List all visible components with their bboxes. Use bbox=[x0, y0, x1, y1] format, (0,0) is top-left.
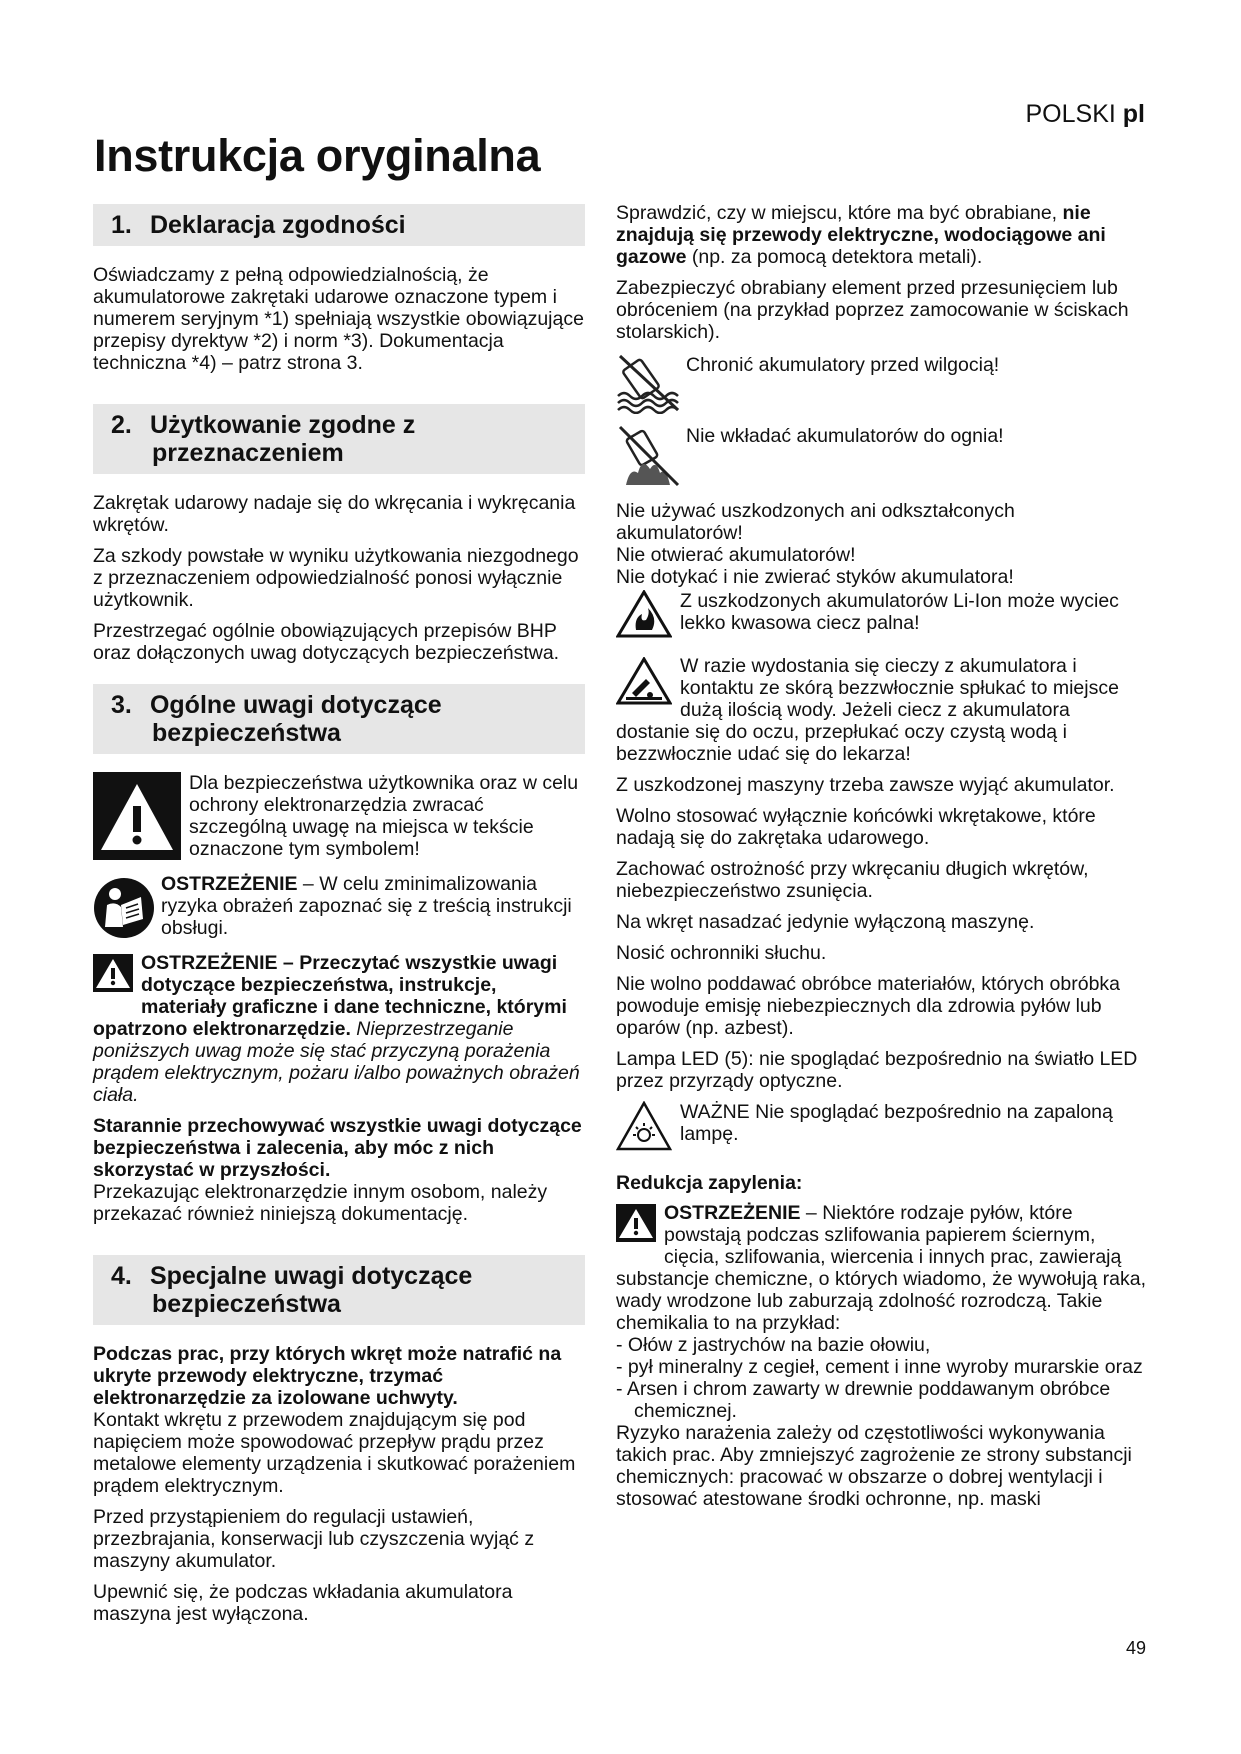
damaged-battery-note-1: Nie używać uszkodzonych ani odkształconych akumulatorów! bbox=[616, 500, 1015, 544]
read-manual-bold: OSTRZEŻENIE bbox=[161, 873, 298, 895]
keep-instructions bbox=[93, 1115, 585, 1225]
check-pre-text: Sprawdzić, czy w miejscu, które ma być obrabiane, bbox=[616, 202, 1063, 224]
page-number: 49 bbox=[1125, 1638, 1146, 1658]
important-led-text: WAŻNE Nie spoglądać bezpośrednio na zapaloną lampę. bbox=[680, 1101, 1113, 1145]
warning-triangle-small-icon bbox=[616, 1204, 656, 1247]
remove-battery-damaged: Z uszkodzonej maszyny trzeba zawsze wyjąć akumulator. bbox=[616, 774, 1115, 796]
warning-symbol-note bbox=[93, 772, 585, 865]
warning-bold-text: OSTRZEŻENIE – Przeczytać wszystkie uwagi dotyczące bezpieczeństwa, instrukcje, materiały graficzne i dane techniczne, którymi opatrzono elektronarzędzie. bbox=[93, 952, 567, 1040]
dust-warning-bold: OSTRZEŻENIE bbox=[664, 1202, 801, 1224]
section-title: Deklaracja zgodności bbox=[149, 211, 406, 239]
damaged-battery-note-2: Nie otwierać akumulatorów! bbox=[616, 544, 856, 566]
section-title-line2: bezpieczeństwa bbox=[152, 719, 341, 747]
risk-text: Ryzyko narażenia zależy od częstotliwości wykonywania takich prac. Aby zmniejszyć zagrożenie ze strony substancji chemicznych: pracować w obszarze o dobrej wentylacji i stosować atestowane środki ochronne, np. maski bbox=[616, 1422, 1132, 1510]
hidden-wires-text: Kontakt wkrętu z przewodem znajdującym się pod napięciem może spowodować przepływ prądu przez metalowe elementy urządzenia i skutkować porażeniem prądem elektrycznym. bbox=[93, 1409, 576, 1497]
dust-warning bbox=[616, 1202, 1146, 1334]
page-title: Instrukcja oryginalna bbox=[94, 130, 541, 181]
fire-note bbox=[616, 423, 1146, 494]
section-1-heading bbox=[93, 204, 585, 246]
liability-text: Za szkody powstałe w wyniku użytkowania niezgodnego z przeznaczeniem odpowiedzialność ponosi wyłącznie użytkownik. bbox=[93, 545, 579, 611]
fire-text: Nie wkładać akumulatorów do ognia! bbox=[686, 425, 1004, 447]
section-title-line2: bezpieczeństwa bbox=[152, 1290, 341, 1318]
hazardous-dust-note: Nie wolno poddawać obróbce materiałów, których obróbka powoduje emisję niebezpiecznych dla zdrowia pyłów lub oparów (np. azbest). bbox=[616, 973, 1121, 1039]
intended-use-text: Zakrętak udarowy nadaje się do wkręcania i wykręcania wkrętów. bbox=[93, 492, 576, 536]
no-water-icon bbox=[616, 352, 682, 419]
warning-triangle-small-icon bbox=[93, 954, 133, 997]
section-4-heading bbox=[93, 1255, 585, 1325]
led-warning-icon bbox=[616, 1101, 672, 1156]
section-3-heading bbox=[93, 684, 585, 754]
liquid-contact-note bbox=[616, 655, 1146, 765]
section-title-line1: Ogólne uwagi dotyczące bbox=[149, 691, 442, 719]
read-manual-text: – W celu zminimalizowania ryzyka obrażeń zapoznać się z treścią instrukcji obsługi. bbox=[161, 873, 572, 939]
hidden-wires-note bbox=[93, 1343, 585, 1497]
leak-note bbox=[616, 590, 1146, 643]
warning-italic-text: Nieprzestrzeganie poniższych uwag może się stać przyczyną porażenia prądem elektrycznym, pożaru i/albo poważnych obrażeń ciała. bbox=[93, 1018, 580, 1106]
leak-text: Z uszkodzonych akumulatorów Li-Ion może wyciec lekko kwasowa ciecz palna! bbox=[680, 590, 1119, 634]
section-2-heading bbox=[93, 404, 585, 474]
warning-symbol-text: Dla bezpieczeństwa użytkownika oraz w celu ochrony elektronarzędzia zwracać szczególną uwagę na miejsca w tekście oznaczone tym symbolem! bbox=[189, 772, 579, 860]
dust-warning-text: – Niektóre rodzaje pyłów, które powstają podczas szlifowania papierem ściernym, cięcia, szlifowania, wiercenia i innych prac, zawierają substancje chemiczne, o których wiadomo, że wywołują raka, wady wrodzone lub zaburzają zdolność rozrodczą. Takie chemikalia to na przykład: bbox=[616, 1202, 1146, 1334]
switched-off-note: Na wkręt nasadzać jedynie wyłączoną maszynę. bbox=[616, 911, 1035, 933]
check-cables-note bbox=[616, 202, 1146, 268]
section-title-line1: Specjalne uwagi dotyczące bbox=[149, 1262, 473, 1290]
list-item: - Ołów z jastrychów na bazie ołowiu, bbox=[616, 1334, 931, 1356]
check-bold-text: nie znajdują się przewody elektryczne, wodociągowe ani gazowe bbox=[616, 202, 1106, 268]
read-all-warnings bbox=[93, 952, 585, 1106]
left-column bbox=[93, 202, 585, 1634]
hidden-wires-bold: Podczas prac, przy których wkręt może natrafić na ukryte przewody elektryczne, trzymać elektronarzędzie za izolowane uchwyty. bbox=[93, 1343, 562, 1409]
corrosive-warning-icon bbox=[616, 657, 672, 710]
section-title-line1: Użytkowanie zgodne z bbox=[149, 411, 416, 439]
no-fire-icon bbox=[616, 423, 682, 494]
section-number: 3. bbox=[111, 691, 132, 719]
moisture-note bbox=[616, 352, 1146, 419]
section-title-line2: przeznaczeniem bbox=[152, 439, 344, 467]
ear-protection-note: Nosić ochronniki słuchu. bbox=[616, 942, 827, 964]
long-screws-note: Zachować ostrożność przy wkręcaniu długich wkrętów, niebezpieczeństwo zsunięcia. bbox=[616, 858, 1089, 902]
remove-battery-note: Przed przystąpieniem do regulacji ustawień, przezbrajania, konserwacji lub czyszczenia wyjąć z maszyny akumulator. bbox=[93, 1506, 535, 1572]
liquid-contact-text: W razie wydostania się cieczy z akumulatora i kontaktu ze skórą bezzwłocznie spłukać to miejsce dużą ilością wody. Jeżeli ciecz z akumulatora dostanie się do oczu, przepłukać oczy czystą wodą i bezzwłocznie udać się do lekarza! bbox=[616, 655, 1119, 765]
section-number: 1. bbox=[111, 211, 132, 239]
moisture-text: Chronić akumulatory przed wilgocią! bbox=[686, 354, 1000, 376]
chemicals-list bbox=[616, 1334, 1146, 1422]
section-number: 2. bbox=[111, 411, 132, 439]
right-column bbox=[616, 202, 1146, 1519]
read-manual-note bbox=[93, 873, 585, 944]
flammable-warning-icon bbox=[616, 590, 672, 643]
bits-note: Wolno stosować wyłącznie końcówki wkrętakowe, które nadają się do zakrętaka udarowego. bbox=[616, 805, 1096, 849]
language-label: POLSKI bbox=[1025, 100, 1116, 128]
led-note: Lampa LED (5): nie spoglądać bezpośrednio na światło LED przez przyrządy optyczne. bbox=[616, 1048, 1138, 1092]
section-number: 4. bbox=[111, 1262, 132, 1290]
switch-off-note: Upewnić się, że podczas wkładania akumulatora maszyna jest wyłączona. bbox=[93, 1581, 513, 1625]
check-post-text: (np. za pomocą detektora metali). bbox=[686, 246, 983, 268]
dust-reduction-heading: Redukcja zapylenia: bbox=[616, 1172, 803, 1194]
read-manual-icon bbox=[93, 877, 155, 944]
secure-workpiece-note: Zabezpieczyć obrabiany element przed przesunięciem lub obróceniem (na przykład poprzez zamocowanie w ściskach stolarskich). bbox=[616, 277, 1129, 343]
bhp-text: Przestrzegać ogólnie obowiązujących przepisów BHP oraz dołączonych uwag dotyczących bezpieczeństwa. bbox=[93, 620, 560, 664]
warning-triangle-large-icon bbox=[93, 772, 181, 865]
language-code: pl bbox=[1122, 100, 1145, 128]
list-item: - Arsen i chrom zawarty w drewnie poddawanym obróbce chemicznej. bbox=[616, 1378, 1111, 1422]
list-item: - pył mineralny z cegieł, cement i inne wyroby murarskie oraz bbox=[616, 1356, 1143, 1378]
keep-text: Przekazując elektronarzędzie innym osobom, należy przekazać również niniejszą dokumentację. bbox=[93, 1181, 548, 1225]
damaged-battery-note-3: Nie dotykać i nie zwierać styków akumulatora! bbox=[616, 566, 1014, 588]
keep-bold-text: Starannie przechowywać wszystkie uwagi dotyczące bezpieczeństwa i zalecenia, aby móc z nich skorzystać w przyszłości. bbox=[93, 1115, 582, 1181]
declaration-text: Oświadczamy z pełną odpowiedzialnością, że akumulatorowe zakrętaki udarowe oznaczone typem i numerem seryjnym *1) spełniają wszystkie obowiązujące przepisy dyrektyw *2) i norm *3). Dokumentacja techniczna *4) – patrz strona 3. bbox=[93, 264, 584, 374]
language-header bbox=[1026, 100, 1146, 129]
important-led-note bbox=[616, 1101, 1146, 1156]
